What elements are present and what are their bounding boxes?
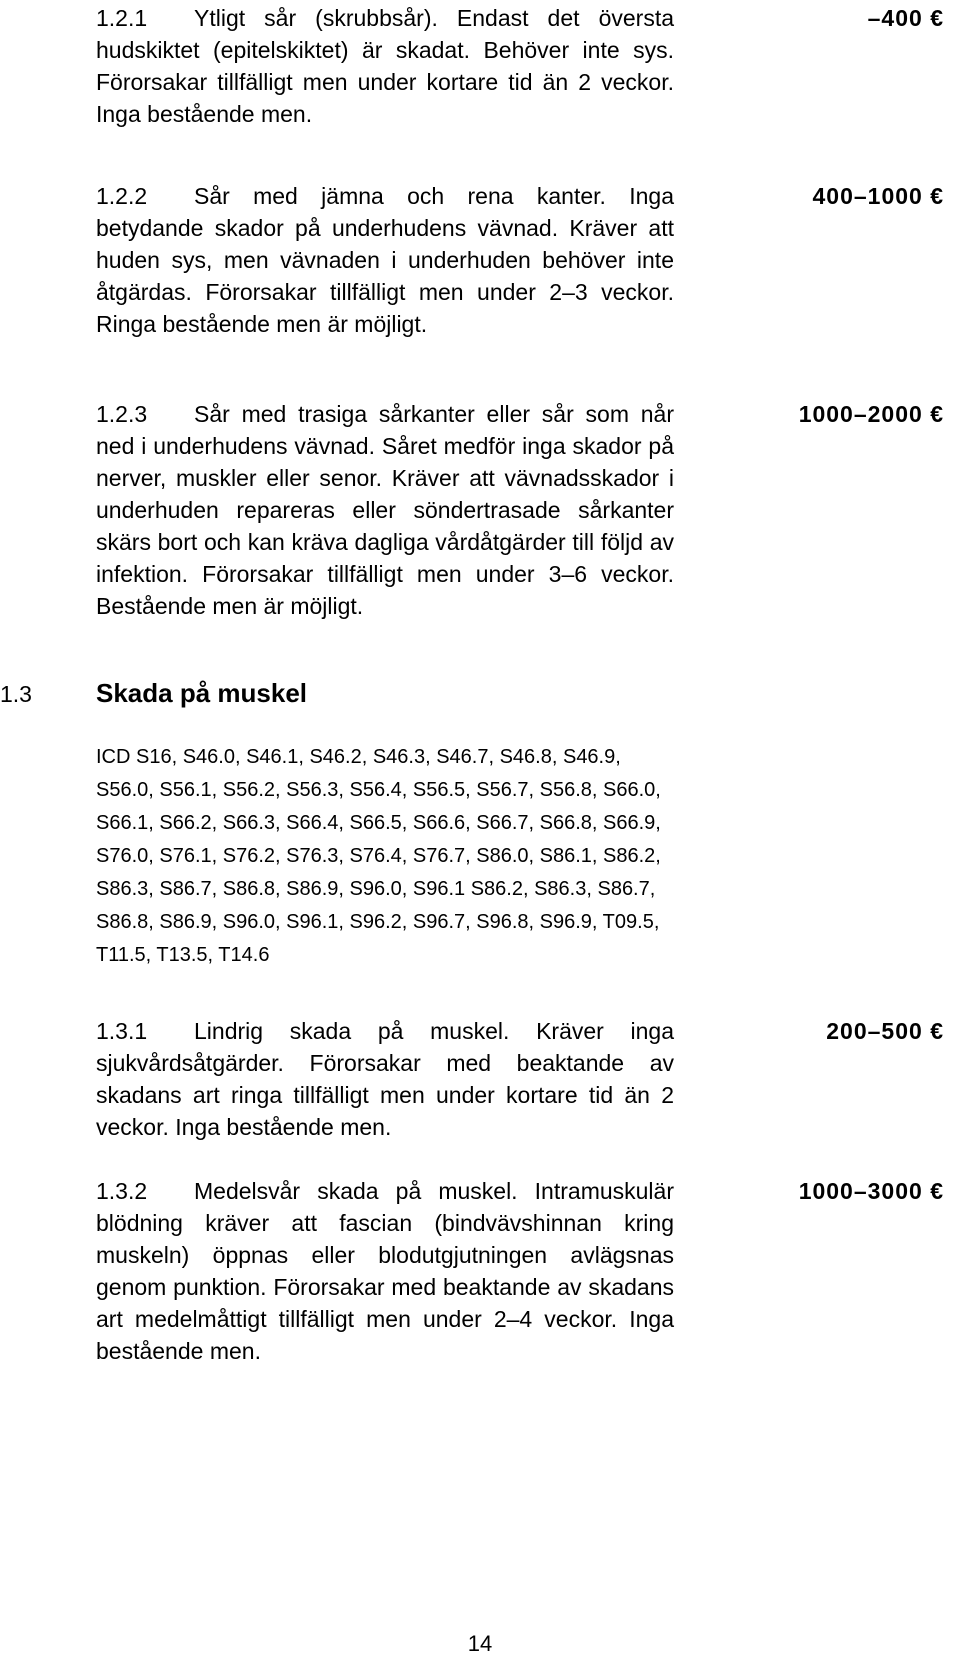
entry-text: Sår med jämna och rena kanter. Inga betydande skador på underhudens vävnad. Kräver att huden sys, men vävnaden i underhuden behöver inte åtgärdas. Förorsakar tillfälligt men under 2–3 veckor. Ringa bestående men är möjligt. (96, 183, 674, 337)
entry-1-3-2 (96, 1175, 674, 1367)
page-number: 14 (467, 1631, 493, 1656)
entry-text: Medelsvår skada på muskel. Intramuskulär blödning kräver att fascian (bindvävshinnan kring muskeln) öppnas eller blodutgjutningen avlägsnas genom punktion. Förorsakar med beaktande av skadans art medelmåttigt tillfälligt men under 2–4 veckor. Inga bestående men. (96, 1178, 674, 1364)
entry-number: 1.2.3 (96, 401, 148, 427)
entry-text: Sår med trasiga sårkanter eller sår som når ned i underhudens vävnad. Såret medför inga skador på nerver, muskler eller senor. Kräver att vävnadsskador i underhuden repareras eller söndertrasade sårkanter skärs bort och kan kräva dagliga vårdåtgärder till följd av infektion. Förorsakar tillfälligt men under 3–6 veckor. Bestående men är möjligt. (96, 401, 674, 619)
entry-1-2-3 (96, 398, 674, 622)
entry-number: 1.2.1 (96, 5, 148, 31)
section-number: 1.3 (0, 681, 32, 707)
entry-amount: –400 € (867, 5, 944, 31)
entry-number: 1.3.1 (96, 1018, 148, 1044)
entry-1-2-1 (96, 2, 674, 130)
entry-number: 1.2.2 (96, 183, 148, 209)
entry-1-3-1 (96, 1015, 674, 1143)
entry-amount: 1000–3000 € (798, 1178, 944, 1204)
section-title: Skada på muskel (96, 678, 307, 708)
entry-text: Ytligt sår (skrubbsår). Endast det översta hudskiktet (epitelskiktet) är skadat. Behöver inte sys. Förorsakar tillfälligt men under kortare tid än 2 veckor. Inga bestående men. (96, 5, 674, 127)
icd-codes: ICD S16, S46.0, S46.1, S46.2, S46.3, S46.7, S46.8, S46.9, S56.0, S56.1, S56.2, S56.3, S56.4, S56.5, S56.7, S56.8, S66.0, S66.1, S66.2, S66.3, S66.4, S66.5, S66.6, S66.7, S66.8, S66.9, S76.0, S76.1, S76.2, S76.3, S76.4, S76.7, S86.0, S86.1, S86.2, S86.3, S86.7, S86.8, S86.9, S96.0, S96.1 S86.2, S86.3, S86.7, S86.8, S86.9, S96.0, S96.1, S96.2, S96.7, S96.8, S96.9, T09.5, T11.5, T13.5, T14.6 (96, 746, 661, 966)
entry-number: 1.3.2 (96, 1178, 148, 1204)
entry-amount: 400–1000 € (812, 183, 944, 209)
entry-1-2-2 (96, 180, 674, 340)
entry-text: Lindrig skada på muskel. Kräver inga sjukvårdsåtgärder. Förorsakar med beaktande av skadans art ringa tillfälligt men under kortare tid än 2 veckor. Inga bestående men. (96, 1018, 674, 1140)
entry-amount: 1000–2000 € (798, 401, 944, 427)
entry-amount: 200–500 € (826, 1018, 944, 1044)
